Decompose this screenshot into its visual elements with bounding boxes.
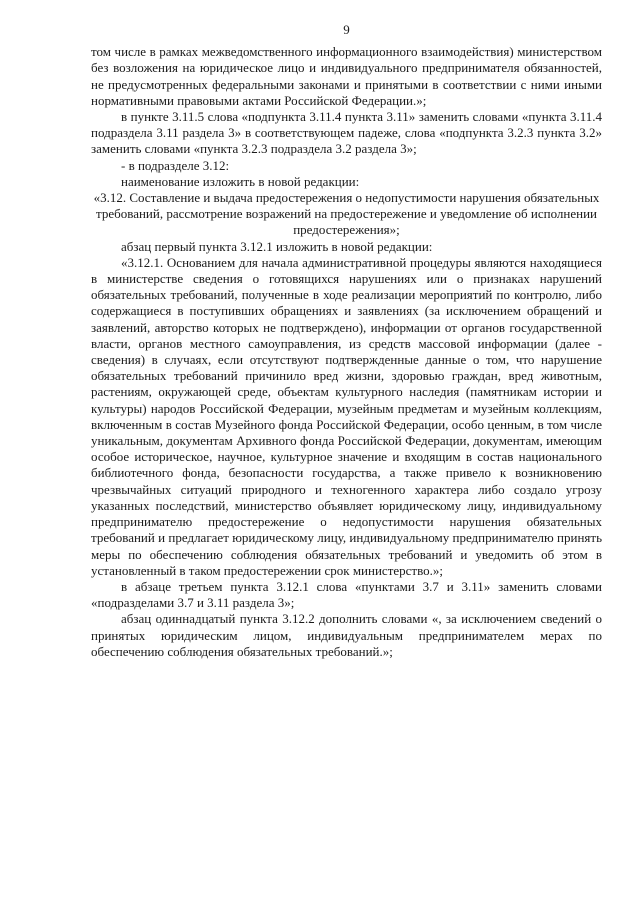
paragraph-amend-3-12-1: абзац первый пункта 3.12.1 изложить в новой редакции: [121, 238, 433, 254]
paragraph-continuation: том числе в рамках межведомственного информационного взаимодействия) министерством без возложения на юридическое лицо и индивидуального предпринимателя обязанностей, не предусмотренных федеральными законами и принятыми в соответствии с ними иными нормативными правовыми актами Российской Федерации.»; [91, 44, 602, 108]
paragraph-amend-3-12-1-third: в абзаце третьем пункта 3.12.1 слова «пунктами 3.7 и 3.11» заменить словами «подразделами 3.7 и 3.11 раздела 3»; [91, 578, 602, 611]
paragraph-title-instruction: наименование изложить в новой редакции: [121, 173, 360, 189]
section-heading-3-12: «3.12. Составление и выдача предостережения о недопустимости нарушения обязательных требований, рассмотрение возражений на предостережение и уведомление об исполнении предостережения»; [93, 190, 600, 238]
paragraph-3-12-1-text: «3.12.1. Основанием для начала административной процедуры являются находящиеся в министерстве сведения о готовящихся нарушениях или о признаках нарушений обязательных требований, полученные в ходе реализации мероприятий по контролю, либо содержащиеся в поступивших обращениях и заявлениях (за исключением обращений и заявлений, авторство которых не подтверждено), информации от органов государственной власти, органов местного самоуправления, из средств массовой информации (далее - сведения) в случаях, если отсутствуют подтвержденные данные о том, что нарушение обязательных требований причинило вред жизни, здоровью граждан, вред животным, растениям, окружающей среде, объектам культурного наследия (памятникам истории и культуры) народов Российской Федерации, музейным предметам и музейным коллекциям, включенным в состав Музейного фонда Российской Федерации, особо ценным, в том числе уникальным, документам Архивного фонда Российской Федерации, документам, имеющим особое историческое, научное, культурное значение и входящим в состав национального библиотечного фонда, безопасности государства, а также привело к возникновению чрезвычайных ситуаций природного и техногенного характера либо создало угрозу указанных последствий, министерство объявляет юридическому лицу, индивидуальному предпринимателю предостережение о недопустимости нарушения обязательных требований и предлагает юридическому лицу, индивидуальному предпринимателю принять меры по обеспечению соблюдения обязательных требований и уведомить об этом в установленный в таком предостережении срок министерство.»; [91, 254, 602, 578]
paragraph-amend-3-11-5: в пункте 3.11.5 слова «подпункта 3.11.4 пункта 3.11» заменить словами «пункта 3.11.4 подраздела 3.11 раздела 3» в соответствующем падеже, слова «подпункта 3.2.3 пункта 3.2» заменить словами «пункта 3.2.3 подраздела 3.2 раздела 3»; [91, 109, 602, 157]
page-number: 9 [343, 22, 350, 37]
paragraph-subsection-3-12: - в подразделе 3.12: [121, 157, 230, 173]
paragraph-amend-3-12-2: абзац одиннадцатый пункта 3.12.2 дополнить словами «, за исключением сведений о принятых юридическим лицом, индивидуальным предпринимателем мерах по обеспечению соблюдения обязательных требований.»; [91, 611, 602, 659]
